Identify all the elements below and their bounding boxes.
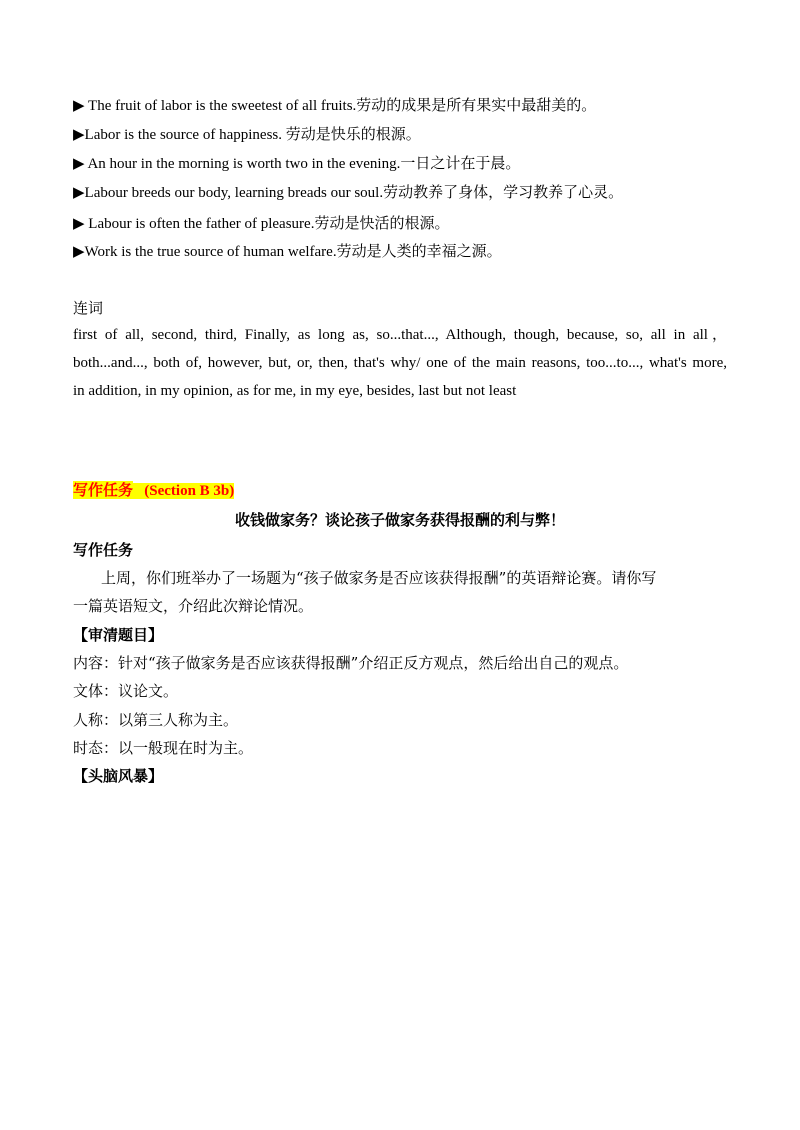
task-label-gap (133, 483, 144, 499)
style-line: 文体：议论文。 (73, 682, 179, 700)
proverb-en: Labour breeds our body, learning breads our soul. (84, 185, 384, 201)
triangle-bullet-icon: ▶ (73, 185, 85, 201)
proverb-line-4 (73, 182, 623, 203)
proverb-zh: 一日之计在于晨。 (400, 154, 521, 172)
triangle-bullet-icon: ▶ (73, 244, 85, 260)
proverb-en: Work is the true source of human welfare. (84, 244, 337, 260)
triangle-bullet-icon: ▶ (73, 216, 85, 232)
proverb-line-5 (73, 213, 449, 234)
prompt-line-1: 上周，你们班举办了一场题为“孩子做家务是否应该获得报酬”的英语辩论赛。请你写 (101, 569, 657, 587)
triangle-bullet-icon: ▶ (73, 98, 85, 114)
connectives-line-1: first of all, second, third, Finally, as long as, so...that..., Although, though, because, so, all in all， (73, 327, 727, 343)
person-line: 人称：以第三人称为主。 (73, 711, 239, 729)
proverb-zh: 劳动教养了身体，学习教养了心灵。 (383, 183, 624, 201)
prompt-line-2: 一篇英语短文，介绍此次辩论情况。 (73, 597, 314, 615)
proverb-en: An hour in the morning is worth two in the evening. (84, 156, 401, 172)
essay-title: 收钱做家务？谈论孩子做家务获得报酬的利与弊！ (234, 511, 565, 529)
proverb-line-2 (73, 124, 421, 145)
proverb-zh: 劳动是快乐的根源。 (285, 125, 421, 143)
connectives-heading: 连词 (73, 299, 104, 317)
connectives-line-3: in addition, in my opinion, as for me, in my eye, besides, last but not least (73, 383, 517, 399)
proverb-zh: 劳动的成果是所有果实中最甜美的。 (356, 96, 597, 114)
proverb-line-1 (73, 95, 596, 116)
proverb-zh: 劳动是快活的根源。 (314, 214, 450, 232)
content-line: 内容：针对“孩子做家务是否应该获得报酬”介绍正反方观点，然后给出自己的观点。 (73, 654, 629, 672)
proverb-line-3 (73, 153, 520, 174)
triangle-bullet-icon: ▶ (73, 156, 85, 172)
tense-line: 时态：以一般现在时为主。 (73, 739, 254, 757)
writing-task-label (73, 480, 234, 501)
triangle-bullet-icon: ▶ (73, 127, 85, 143)
writing-task-subheading: 写作任务 (73, 541, 134, 559)
task-label-en: (Section B 3b) (144, 483, 235, 499)
task-label-zh: 写作任务 (73, 481, 134, 499)
brainstorm-heading: 【头脑风暴】 (73, 767, 164, 785)
proverb-en: Labor is the source of happiness. (84, 127, 286, 143)
connectives-line-2: both...and..., both of, however, but, or, then, that's why/ one of the main reasons, too...to..., what's more, (73, 355, 727, 371)
review-heading: 【审清题目】 (73, 626, 164, 644)
proverb-en: The fruit of labor is the sweetest of all fruits. (84, 98, 357, 114)
proverb-en: Labour is often the father of pleasure. (84, 216, 315, 232)
proverb-line-6 (73, 241, 502, 262)
proverb-zh: 劳动是人类的幸福之源。 (336, 242, 502, 260)
